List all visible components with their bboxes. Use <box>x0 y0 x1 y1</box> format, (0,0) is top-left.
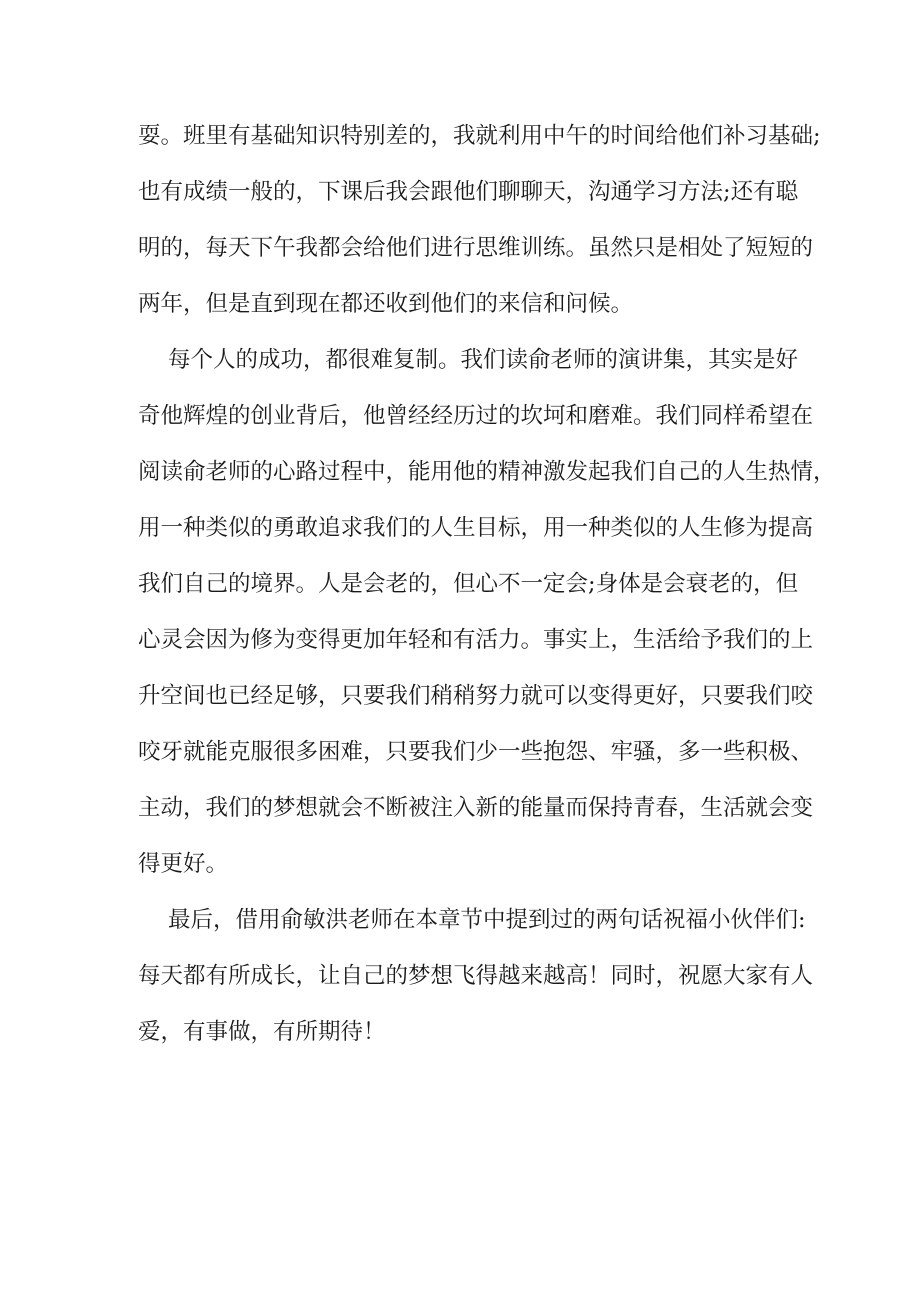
text-line: 每天都有所成长，让自己的梦想飞得越来越高！同时，祝愿大家有人 <box>138 963 814 989</box>
text-line: 奇他辉煌的创业背后，他曾经经历过的坎坷和磨难。我们同样希望在 <box>138 403 814 429</box>
text-line: 升空间也已经足够，只要我们稍稍努力就可以变得更好，只要我们咬 <box>138 683 814 709</box>
paragraph-1 <box>138 108 821 332</box>
text-line: 也有成绩一般的，下课后我会跟他们聊聊天，沟通学习方法;还有聪 <box>138 179 799 205</box>
text-line: 我们自己的境界。人是会老的，但心不一定会;身体是会衰老的，但 <box>138 571 799 597</box>
text-line: 得更好。 <box>138 851 229 877</box>
text-line: 心灵会因为修为变得更加年轻和有活力。事实上，生活给予我们的上 <box>138 627 814 653</box>
text-line: 咬牙就能克服很多困难，只要我们少一些抱怨、牢骚，多一些积极、 <box>138 739 814 765</box>
text-line: 耍。班里有基础知识特别差的，我就利用中午的时间给他们补习基础; <box>138 123 821 149</box>
text-line: 每个人的成功，都很难复制。我们读俞老师的演讲集，其实是好 <box>168 347 799 373</box>
text-line: 阅读俞老师的心路过程中，能用他的精神激发起我们自己的人生热情， <box>138 459 836 485</box>
paragraph-2 <box>138 332 836 892</box>
document-body <box>138 108 836 1060</box>
text-line: 明的，每天下午我都会给他们进行思维训练。虽然只是相处了短短的 <box>138 235 814 261</box>
text-line: 两年，但是直到现在都还收到他们的来信和问候。 <box>138 291 634 317</box>
text-line: 用一种类似的勇敢追求我们的人生目标，用一种类似的人生修为提高 <box>138 515 814 541</box>
paragraph-3 <box>138 892 814 1060</box>
text-line: 最后，借用俞敏洪老师在本章节中提到过的两句话祝福小伙伴们: <box>168 907 806 933</box>
text-line: 主动，我们的梦想就会不断被注入新的能量而保持青春，生活就会变 <box>138 795 814 821</box>
text-line: 爱，有事做，有所期待！ <box>138 1019 386 1045</box>
